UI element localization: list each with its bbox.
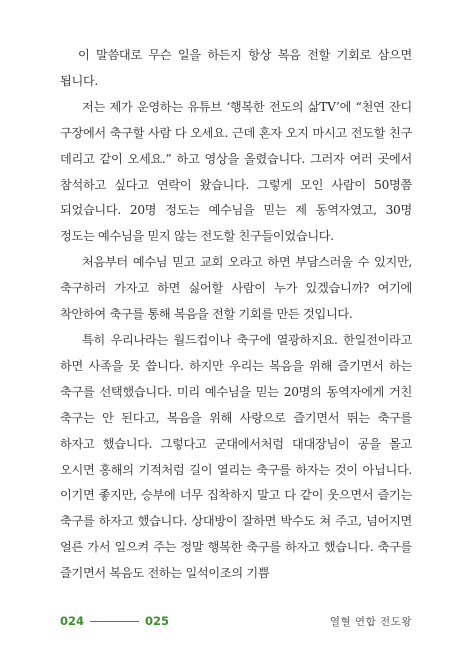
paragraph: 처음부터 예수님 믿고 교회 오라고 하면 부담스러울 수 있지만, 축구하러 가자고 하면 싫어할 사람이 누가 있겠습니까? 여기에 착안하여 축구를 통해 복음을 전할 기회를 만든 것입니다.	[60, 255, 412, 322]
paragraph: 특히 우리나라는 월드컵이나 축구에 열광하지요. 한일전이라고 하면 사족을 못 씁니다. 하지만 우리는 복음을 위해 즐기면서 하는 축구를 선택했습니다. 미리 예수님을 믿는 20명의 동역자에게 거친 축구는 안 된다고, 복음을 위해 사랑으로 즐기면서 뛰는 축구를 하자고 했습니다. 그렇다고 군대에서처럼 대대장님이 공을 몰고 오시면 홍해의 기적처럼 길이 열리는 축구를 하자는 것이 아닙니다. 이기면 좋지만, 승부에 너무 집착하지 말고 다 같이 웃으면서 즐기는 축구를 하자고 했습니다. 상대방이 잘하면 박수도 쳐 주고, 넘어지면 얼른 가서 일으켜 주는 정말 행복한 축구를 하자고 했습니다. 축구를 즐기면서 복음도 전하는 일석이조의 기쁨	[60, 332, 412, 581]
page-number-left: 024	[60, 614, 85, 628]
page-footer	[60, 613, 412, 629]
body-text	[60, 43, 412, 587]
page-number-right: 025	[145, 614, 170, 628]
page-number-divider	[90, 621, 139, 622]
paragraph: 저는 제가 운영하는 유튜브 ‘행복한 전도의 삶TV’에 “천연 잔디 구장에서 축구할 사람 다 오세요. 근데 혼자 오지 마시고 전도할 친구 데리고 같이 오세요.” 하고 영상을 올렸습니다. 그러자 여러 곳에서 참석하고 싶다고 연락이 왔습니다. 그렇게 모인 사람이 50명쯤 되었습니다. 20명 정도는 예수님을 믿는 제 동역자였고, 30명 정도는 예수님을 믿지 않는 전도할 친구들이었습니다.	[60, 99, 412, 244]
paragraph: 이 말씀대로 무슨 일을 하든지 항상 복음 전할 기회로 삼으면 됩니다.	[60, 48, 412, 88]
running-title: 열혈 연합 전도왕	[329, 615, 412, 628]
